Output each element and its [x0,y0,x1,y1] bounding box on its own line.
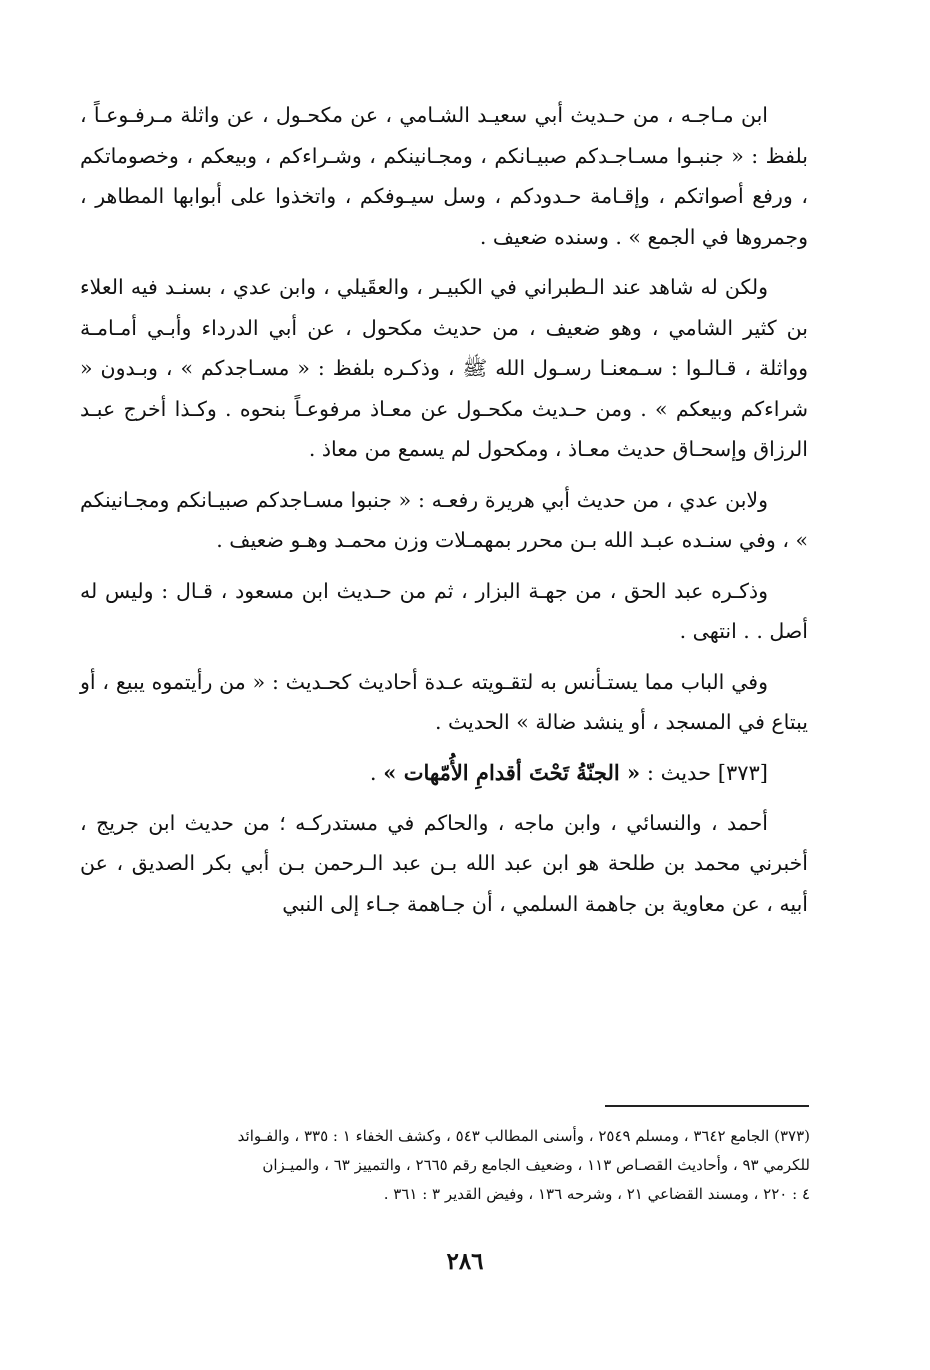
footnote-line-2: للكرمي ٩٣ ، وأحاديث القصـاص ١١٣ ، وضعيف الجامع رقم ٢٦٦٥ ، والتمييز ٦٣ ، والميـزان [262,1156,810,1174]
paragraph-3: ولابن عدي ، من حديث أبي هريرة رفعـه : « جنبوا مسـاجدكم صبيـانكم ومجـانينكم » ، وفي سنـده عبـد الله بـن محرر بمهمـلات وزن محمـد وهـو ضعيف . [80,487,808,552]
paragraph-4: وذكـره عبد الحق ، من جهـة البزار ، ثم من حـديث ابن مسعود ، قـال : وليس له أصل . . انتهى . [80,578,808,643]
main-text [80,95,808,924]
paragraph-2: ولكن له شاهد عند الـطبراني في الكبيـر ، والعقَيلي ، وابن عدي ، بسنـد فيه العلاء بن كثير الشامي ، وهو ضعيف ، من حديث مكحول ، عن أبي الدرداء وأبـي أمـامـة وواثلة ، قـالـوا : سـمعنـا رسـول الله ﷺ ، وذكـره بلفظ : « مسـاجدكم » ، وبـدون « شراءكم وبيعكم » . ومن حـديث مكحـول عن معـاذ مرفوعـاً بنحوه . وكـذا أخرج عبـد الرزاق وإسحـاق حديث معـاذ ، ومكحول لم يسمع من معاذ . [80,275,808,461]
footnote-line-3: ٤ : ٢٢٠ ، ومسند القضاعي ٢١ ، وشرحه ١٣٦ ، وفيض القدير ٣ : ٣٦١ . [383,1185,810,1203]
footnote-divider [605,1105,809,1107]
hadith-end: . [369,760,377,785]
hadith-number: [٣٧٣] [717,760,768,785]
paragraph-6: أحمد ، والنسائي ، وابن ماجه ، والحاكم في مستدركـه ؛ من حديث ابن جريج ، أخبرني محمد بن طلحة هو ابن عبد الله بـن عبد الـرحمن بـن أبي بكر الصديق ، عن أبيه ، عن معاوية بن جاهمة السلمي ، أن جـاهمة جـاء إلى النبي [80,810,808,916]
page-number: ٢٨٦ [446,1248,484,1275]
hadith-text: « الجنّةُ تَحْتَ أقدامِ الأُمّهات » [383,759,641,785]
hadith-heading [80,751,808,795]
paragraph-1: ابن مـاجـه ، من حـديث أبي سعيـد الشـامي ، عن مكحـول ، عن واثلة مـرفـوعـاً ، بلفظ : « جنبـوا مسـاجـدكم صبيـانكم ، ومجـانينكم ، وشـراءكم ، وبيعكم ، وخصوماتكم ، ورفع أصواتكم ، وإقـامة حـدودكم ، وسل سيـوفكم ، واتخذوا على أبوابها المطاهر ، وجمروها في الجمع » . وسنده ضعيف . [80,103,808,249]
footnote-line-1: (٣٧٣) الجامع ٣٦٤٢ ، ومسلم ٢٥٤٩ ، وأسنى المطالب ٥٤٣ ، وكشف الخفاء ١ : ٣٣٥ ، والفـوائد [237,1127,810,1145]
footnotes [80,1122,810,1209]
hadith-label: حديث : [646,760,712,785]
paragraph-5: وفي الباب مما يستـأنس به لتقـويته عـدة أحاديث كحـديث : « من رأيتموه يبيع ، أو يبتاع في المسجد ، أو ينشد ضالة » الحديث . [80,669,808,734]
